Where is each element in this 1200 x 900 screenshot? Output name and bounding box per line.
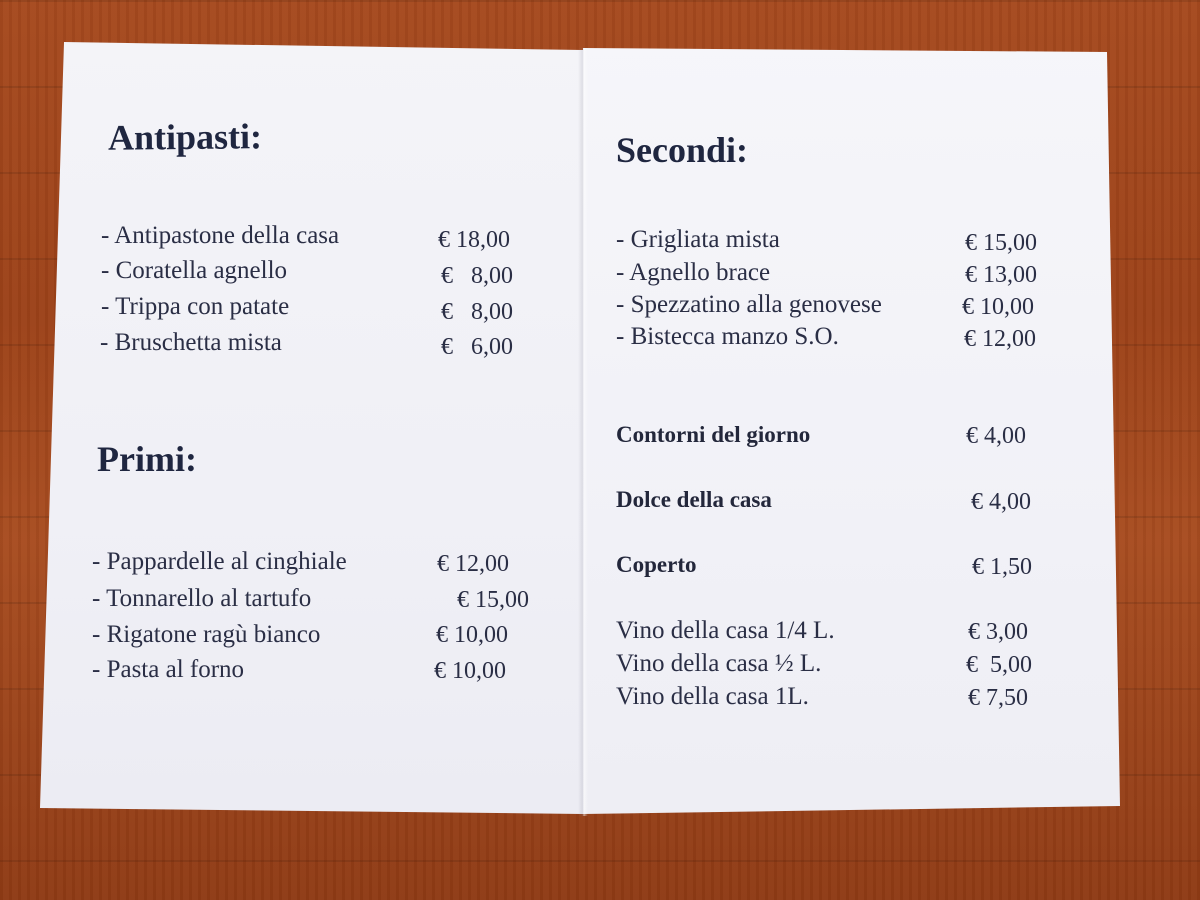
menu-item-name: - Coratella agnello xyxy=(101,257,288,284)
menu-item-name: - Tonnarello al tartufo xyxy=(92,585,312,612)
wine-item-name: Vino della casa 1L. xyxy=(616,683,809,710)
menu-item-name: - Pasta al forno xyxy=(92,656,245,683)
menu-item-name: - Agnello brace xyxy=(616,259,771,286)
menu-item-price: € 10,00 xyxy=(962,294,1034,320)
wine-item-price: € 5,00 xyxy=(966,652,1032,678)
menu-item-price: € 13,00 xyxy=(965,262,1037,288)
page-fold xyxy=(578,48,588,816)
menu-item-price: € 6,00 xyxy=(441,334,513,360)
extra-item-price: € 4,00 xyxy=(966,423,1026,449)
menu-item-name: - Trippa con patate xyxy=(101,293,290,320)
menu-item-name: - Antipastone della casa xyxy=(101,222,340,249)
menu-item-name: - Bistecca manzo S.O. xyxy=(616,323,839,350)
wine-item-price: € 7,50 xyxy=(968,685,1028,711)
menu-item-price: € 8,00 xyxy=(441,299,513,325)
menu-item-name: - Bruschetta mista xyxy=(100,329,282,356)
menu-item-price: € 15,00 xyxy=(965,230,1037,256)
extra-item-price: € 1,50 xyxy=(972,554,1032,580)
menu-item-price: € 18,00 xyxy=(438,227,510,253)
menu-item-name: - Rigatone ragù bianco xyxy=(92,621,321,648)
menu-item-price: € 10,00 xyxy=(436,622,508,648)
section-title-antipasti: Antipasti: xyxy=(107,116,263,158)
menu-item-price: € 12,00 xyxy=(964,326,1036,352)
menu-item-price: € 12,00 xyxy=(437,551,509,577)
extra-item-price: € 4,00 xyxy=(971,489,1031,515)
extra-item-name: Contorni del giorno xyxy=(616,422,811,447)
wine-item-name: Vino della casa ½ L. xyxy=(616,650,822,677)
wine-item-name: Vino della casa 1/4 L. xyxy=(616,617,835,644)
extra-item-name: Dolce della casa xyxy=(616,487,772,512)
section-title-secondi: Secondi: xyxy=(616,130,749,170)
menu-item-price: € 8,00 xyxy=(441,263,513,289)
section-title-primi: Primi: xyxy=(97,439,197,479)
menu-item-name: - Pappardelle al cinghiale xyxy=(92,548,347,575)
menu-item-price: € 15,00 xyxy=(457,587,529,613)
menu-item-price: € 10,00 xyxy=(434,658,506,684)
extra-item-name: Coperto xyxy=(616,552,697,577)
wine-item-price: € 3,00 xyxy=(968,619,1028,645)
menu-item-name: - Spezzatino alla genovese xyxy=(616,291,882,318)
menu-item-name: - Grigliata mista xyxy=(616,226,780,253)
